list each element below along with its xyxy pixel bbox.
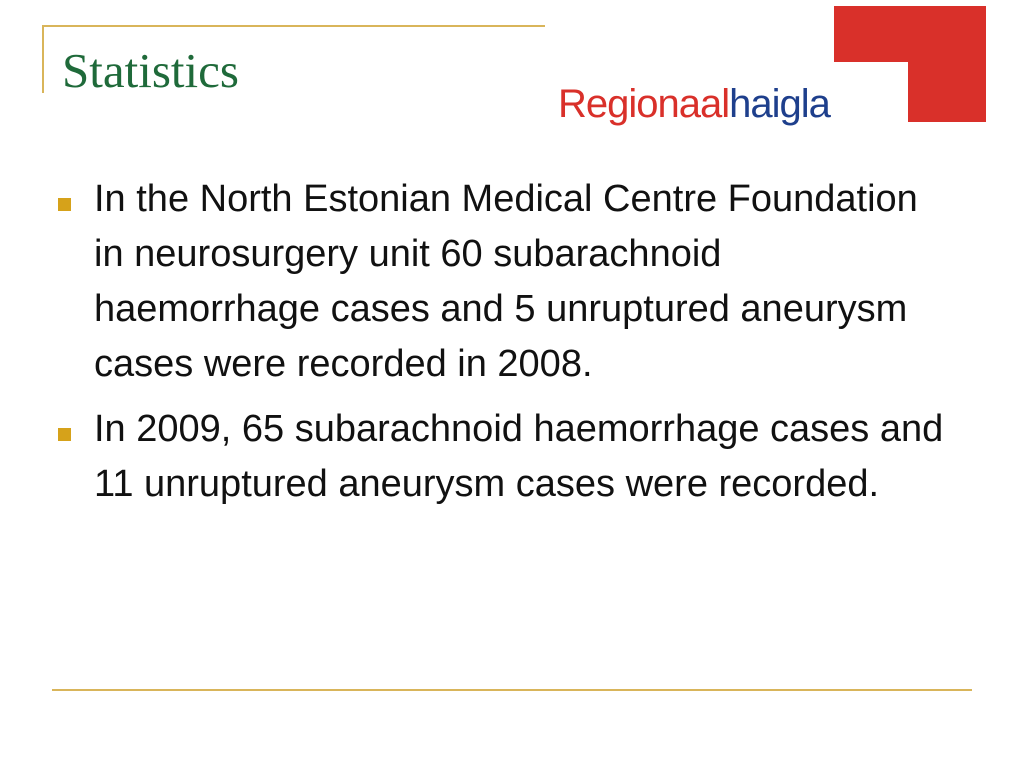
title-frame-left-line xyxy=(42,25,44,93)
title-frame-top-line xyxy=(42,25,545,27)
logo-cutout xyxy=(834,62,908,122)
bullet-item-2008 xyxy=(56,172,956,392)
regionaalhaigla-logo xyxy=(556,6,988,130)
square-bullet-icon xyxy=(58,198,71,211)
logo-wordmark xyxy=(558,84,830,124)
bullet-item-2009 xyxy=(56,402,956,512)
square-bullet-icon xyxy=(58,428,71,441)
slide-title: Statistics xyxy=(62,43,239,98)
bullet-text: In 2009, 65 subarachnoid haemorrhage cases and 11 unruptured aneurysm cases were recorded. xyxy=(94,408,944,505)
bottom-divider xyxy=(52,689,972,691)
bullet-text: In the North Estonian Medical Centre Foundation in neurosurgery unit 60 subarachnoid haemorrhage cases and 5 unruptured aneurysm cases were recorded in 2008. xyxy=(94,178,918,385)
logo-wordmark-regionaal: Regionaal xyxy=(558,82,730,126)
bullet-list xyxy=(56,172,956,522)
logo-wordmark-haigla: haigla xyxy=(729,82,830,126)
